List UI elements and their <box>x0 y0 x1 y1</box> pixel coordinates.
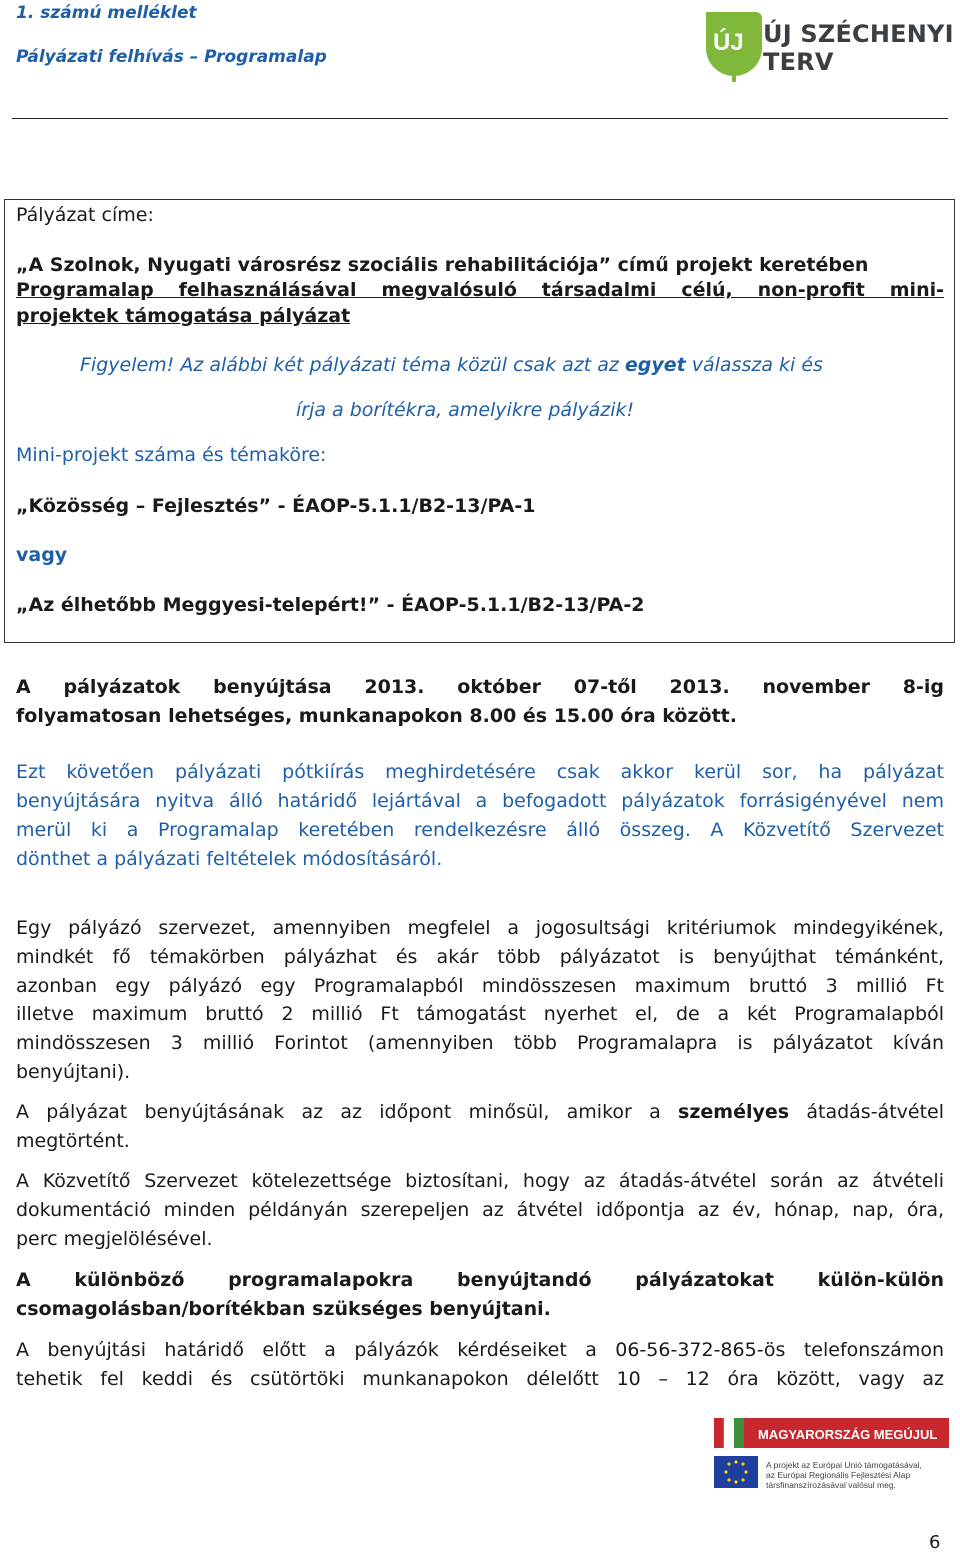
project-title-line2: Programalap felhasználásával megvalósuló társadalmi célú, non-profit mini- <box>16 279 944 301</box>
para3-line1 <box>16 1099 944 1125</box>
notice-suffix: válassza ki és <box>685 354 823 376</box>
eu-text-line1: A projekt az Európai Unió támogatásával, <box>766 1460 922 1470</box>
para5-line1: A különböző programalapokra benyújtandó pályázatokat külön-külön <box>16 1269 944 1291</box>
para3-prefix: A pályázat benyújtásának az az időpont minősül, amikor a <box>16 1101 679 1123</box>
project-title-line1: „A Szolnok, Nyugati városrész szociális rehabilitációja” című projekt keretében <box>16 254 869 276</box>
para1-line4: dönthet a pályázati feltételek módosításáról. <box>16 848 443 870</box>
title-label: Pályázat címe: <box>16 204 154 226</box>
para6-line2: tehetik fel keddi és csütörtöki munkanapokon délelőtt 10 – 12 óra között, vagy az <box>16 1368 944 1390</box>
notice-line1 <box>80 352 823 378</box>
eu-text-line3: társfinanszírozásával valósul meg. <box>766 1480 896 1490</box>
annex-label: 1. számú melléklet <box>16 3 197 23</box>
para2-line5: mindösszesen 3 millió Forintot (amennyiben több Programalapra is pályázatot kíván <box>16 1032 944 1054</box>
para1-line1: Ezt követően pályázati pótkiírás meghirdetésére csak akkor kerül sor, ha pályázat <box>16 761 944 783</box>
logo-wordmark: ÚJ SZÉCHENYI TERV <box>763 20 954 76</box>
banner-text: MAGYARORSZÁG MEGÚJUL <box>758 1427 938 1442</box>
page-number: 6 <box>929 1532 941 1553</box>
para2-line1: Egy pályázó szervezet, amennyiben megfelel a jogosultsági kritériumok mindegyikének, <box>16 917 944 939</box>
para2-line2: mindkét fő témakörben pályázhat és akár több pályázatot is benyújthat témánként, <box>16 946 944 968</box>
para4-line1: A Közvetítő Szervezet kötelezettsége biztosítani, hogy az átadás-átvétel során az átvételi <box>16 1170 944 1192</box>
para3-emphasis: személyes <box>678 1101 790 1123</box>
notice-emphasis: egyet <box>624 354 686 376</box>
notice-line2: írja a borítékra, amelyikre pályázik! <box>296 399 635 421</box>
header-divider <box>12 118 948 119</box>
or-word: vagy <box>16 544 68 566</box>
para5-line2: csomagolásban/borítékban szükséges benyújtani. <box>16 1298 551 1320</box>
logo-leaf-text: ÚJ <box>713 29 744 56</box>
para3-line2: megtörtént. <box>16 1130 130 1152</box>
option-1: „Közösség – Fejlesztés” - ÉAOP-5.1.1/B2-13/PA-1 <box>16 495 536 517</box>
option-2: „Az élhetőbb Meggyesi-telepért!” - ÉAOP-5.1.1/B2-13/PA-2 <box>16 594 645 616</box>
para2-line3: azonban egy pályázó egy Programalapból mindösszesen maximum bruttó 3 millió Ft <box>16 975 944 997</box>
eu-text-line2: az Európai Regionális Fejlesztési Alap <box>766 1470 911 1480</box>
para3-suffix: átadás-átvétel <box>789 1101 944 1123</box>
project-title-line3: projektek támogatása pályázat <box>16 305 351 327</box>
document-title: Pályázati felhívás – Programalap <box>16 47 327 67</box>
para2-line6: benyújtani). <box>16 1061 131 1083</box>
notice-prefix: Figyelem! Az alábbi két pályázati téma közül csak azt az <box>80 354 625 376</box>
deadline-line1: A pályázatok benyújtása 2013. október 07-től 2013. november 8-ig <box>16 676 944 698</box>
para4-line2: dokumentáció minden példányán szerepeljen az átvétel időpontja az év, hónap, nap, óra, <box>16 1199 944 1221</box>
eu-flag-icon <box>714 1456 758 1488</box>
para1-line3: merül ki a Programalap keretében rendelkezésre álló összeg. A Közvetítő Szervezet <box>16 819 944 841</box>
deadline-line2: folyamatosan lehetséges, munkanapokon 8.00 és 15.00 óra között. <box>16 705 737 727</box>
para4-line3: perc megjelölésével. <box>16 1228 213 1250</box>
para2-line4: illetve maximum bruttó 2 millió Ft támogatást nyerhet el, de a két Programalapból <box>16 1003 944 1025</box>
magyarorszag-megujul-logo <box>714 1418 949 1496</box>
mini-project-label: Mini-projekt száma és témaköre: <box>16 444 327 466</box>
para1-line2: benyújtására nyitva álló határidő lejártával a befogadott pályázatok forrásigényével nem <box>16 790 944 812</box>
para6-line1: A benyújtási határidő előtt a pályázók kérdéseiket a 06-56-372-865-ös telefonszámon <box>16 1339 944 1361</box>
